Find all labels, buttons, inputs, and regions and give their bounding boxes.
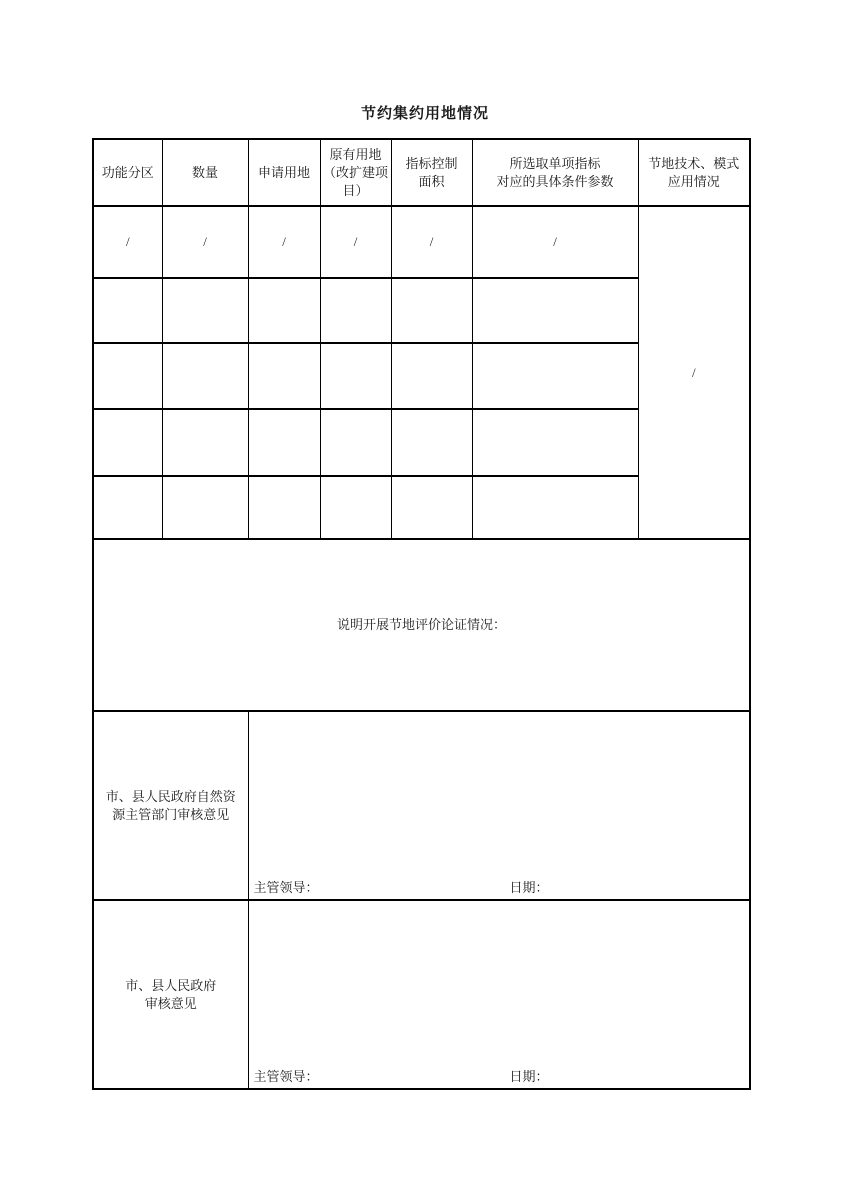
header-label: 面积 bbox=[418, 173, 445, 189]
header-label: 数量 bbox=[191, 164, 218, 180]
table-cell bbox=[391, 343, 472, 409]
table-cell bbox=[320, 343, 391, 409]
table-cell: / bbox=[320, 206, 391, 278]
notes-cell bbox=[93, 539, 750, 711]
header-cell-condition-parameters bbox=[472, 139, 638, 206]
header-cell-original-land bbox=[320, 139, 391, 206]
merged-last-column-cell: / bbox=[638, 206, 750, 539]
notes-row bbox=[93, 539, 750, 711]
header-label: 功能分区 bbox=[101, 164, 154, 180]
date-label: 日期： bbox=[509, 1069, 549, 1084]
table-cell bbox=[472, 343, 638, 409]
table-cell bbox=[320, 476, 391, 539]
table-cell bbox=[248, 343, 320, 409]
table-cell: / bbox=[93, 206, 162, 278]
header-cell-quantity bbox=[162, 139, 248, 206]
header-label: 节地技术、模式 bbox=[648, 155, 740, 171]
table-cell bbox=[162, 409, 248, 476]
header-label: 申请用地 bbox=[257, 164, 310, 180]
page-title: 节约集约用地情况 bbox=[360, 105, 489, 122]
table-cell bbox=[248, 409, 320, 476]
header-label: 指标控制 bbox=[405, 155, 458, 171]
land-use-table bbox=[92, 138, 751, 1090]
table-cell bbox=[472, 476, 638, 539]
table-cell bbox=[162, 343, 248, 409]
header-label: 所选取单项指标 bbox=[509, 155, 601, 171]
table-cell bbox=[248, 476, 320, 539]
section-government-review bbox=[93, 900, 750, 1089]
header-label: 原有用地 bbox=[329, 146, 382, 162]
section-natural-resources-review bbox=[93, 711, 750, 900]
date-label: 日期： bbox=[509, 880, 549, 895]
notes-label: 说明开展节地评价论证情况： bbox=[336, 617, 506, 632]
header-row bbox=[93, 139, 750, 206]
table-cell bbox=[391, 409, 472, 476]
table-cell bbox=[472, 409, 638, 476]
leader-label: 主管领导： bbox=[253, 880, 319, 895]
table-cell bbox=[93, 278, 162, 343]
table-cell bbox=[162, 278, 248, 343]
table-cell bbox=[320, 278, 391, 343]
header-label: 对应的具体条件参数 bbox=[496, 173, 614, 189]
table-cell bbox=[391, 278, 472, 343]
section-label-line: 源主管部门审核意见 bbox=[112, 806, 230, 822]
section-label-line: 市、县人民政府自然资 bbox=[105, 788, 236, 804]
table-cell bbox=[472, 278, 638, 343]
header-label: 目） bbox=[342, 182, 369, 198]
table-cell: / bbox=[391, 206, 472, 278]
section-label-line: 审核意见 bbox=[144, 995, 197, 1011]
header-cell-function-zone bbox=[93, 139, 162, 206]
header-label: 应用情况 bbox=[667, 173, 720, 189]
section-label bbox=[93, 900, 248, 1089]
header-cell-indicator-control-area bbox=[391, 139, 472, 206]
table-cell bbox=[391, 476, 472, 539]
table-cell bbox=[93, 476, 162, 539]
header-cell-applied-land bbox=[248, 139, 320, 206]
table-cell: / bbox=[248, 206, 320, 278]
section-opinion-area bbox=[248, 900, 750, 1089]
table-cell bbox=[93, 343, 162, 409]
section-label-line: 市、县人民政府 bbox=[125, 977, 217, 993]
table-row bbox=[93, 206, 750, 278]
table-cell bbox=[248, 278, 320, 343]
table-cell: / bbox=[472, 206, 638, 278]
section-opinion-area bbox=[248, 711, 750, 900]
table-cell bbox=[320, 409, 391, 476]
section-label bbox=[93, 711, 248, 900]
header-cell-land-saving-tech bbox=[638, 139, 750, 206]
header-label: （改扩建项 bbox=[322, 164, 388, 180]
table-cell: / bbox=[162, 206, 248, 278]
leader-label: 主管领导： bbox=[253, 1069, 319, 1084]
table-cell bbox=[93, 409, 162, 476]
table-cell bbox=[162, 476, 248, 539]
